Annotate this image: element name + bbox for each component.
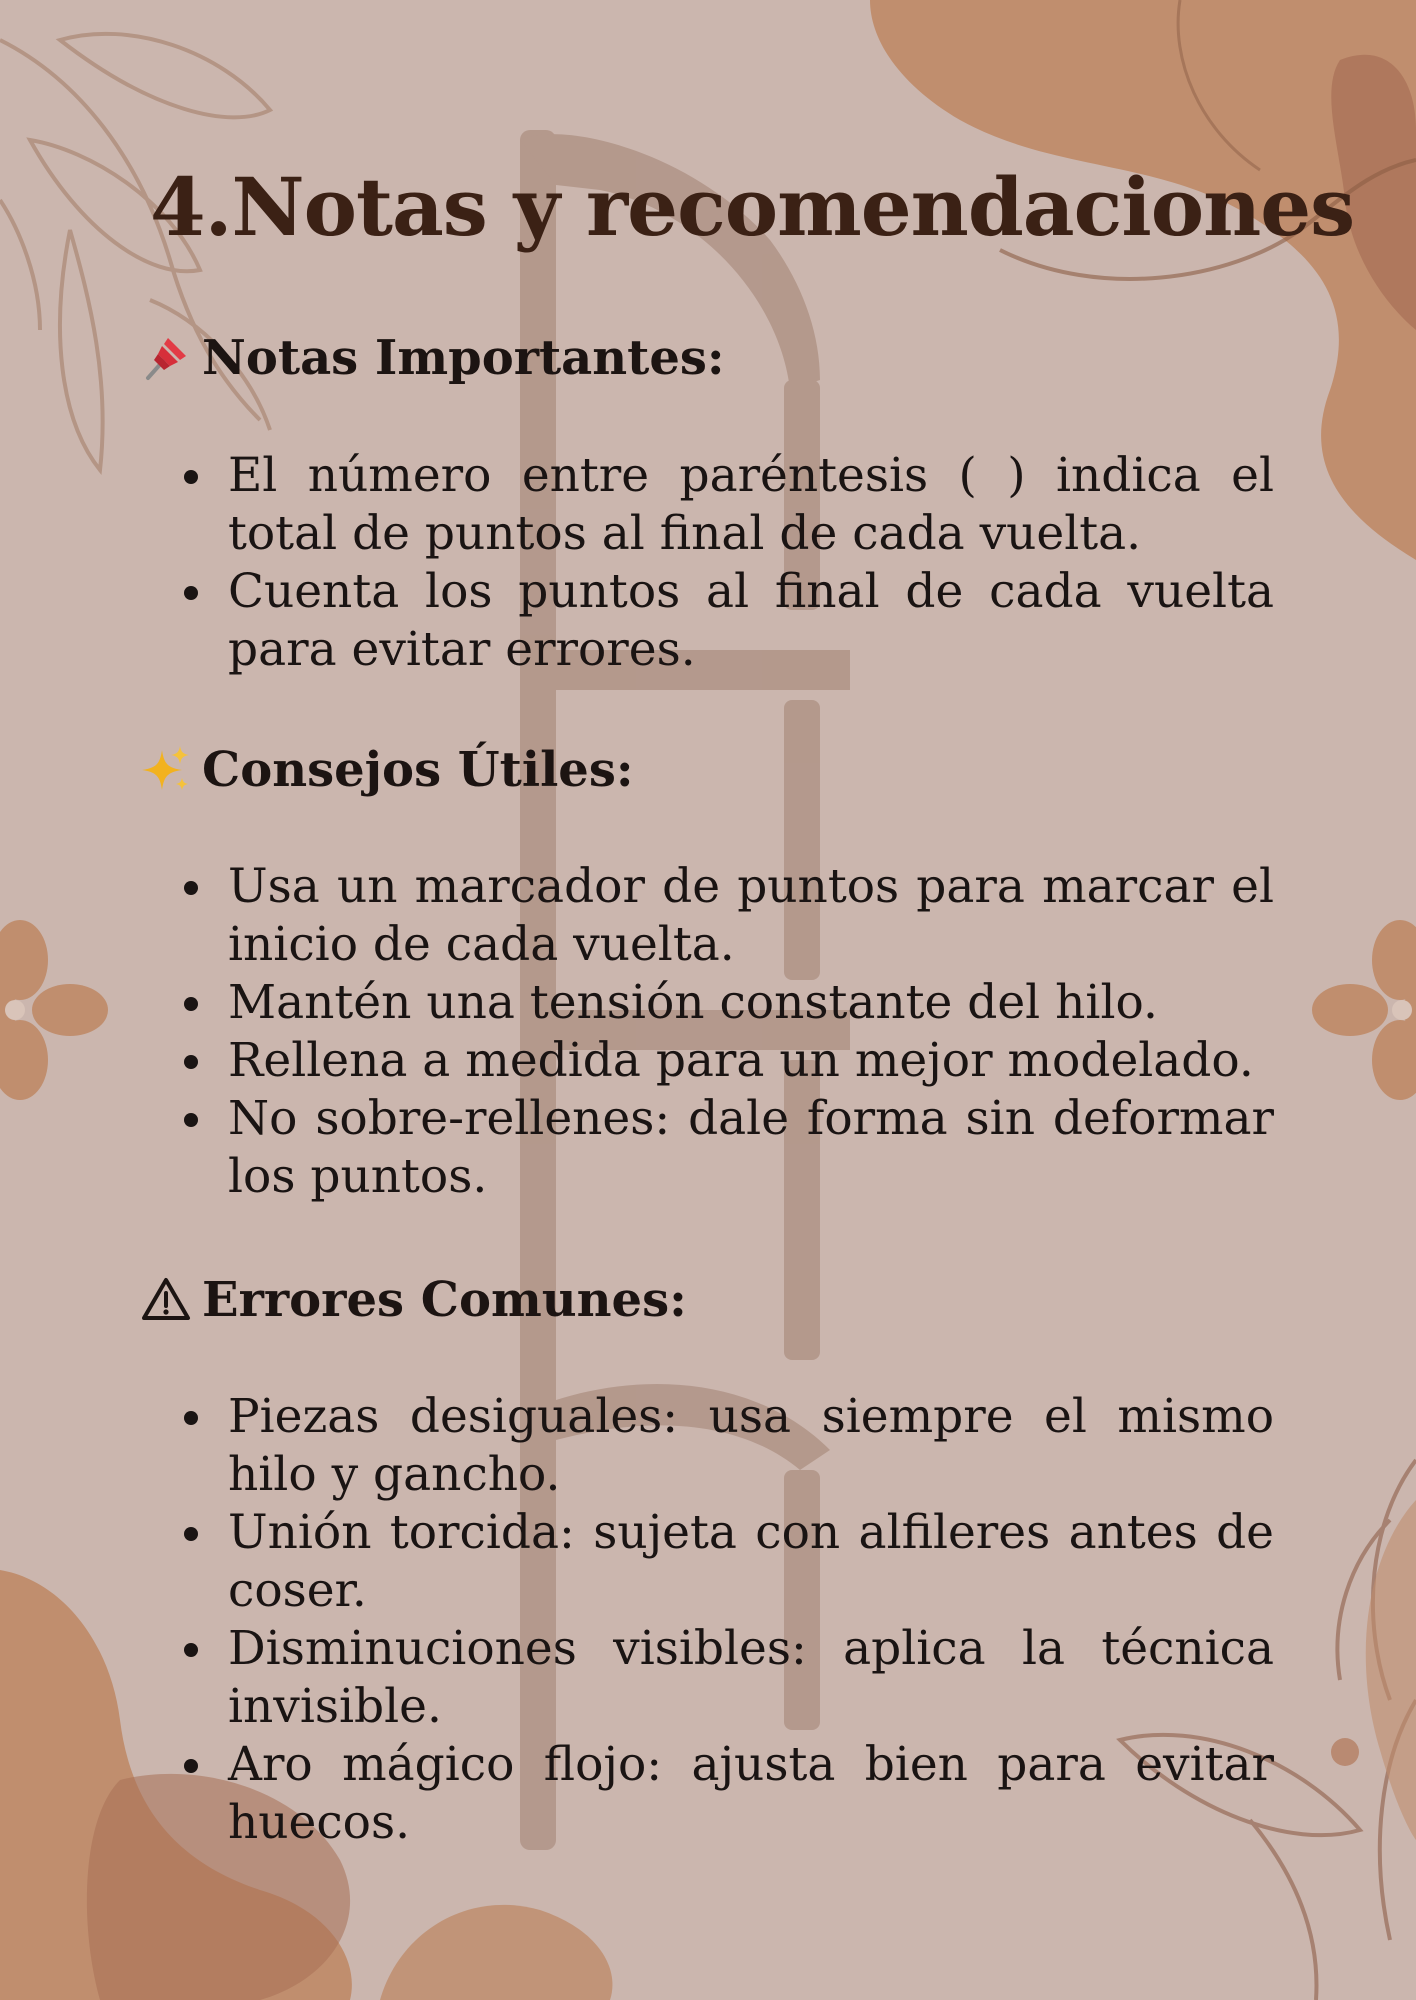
list-item: Usa un marcador de puntos para marcar el inicio de cada vuelta. [228,859,1274,972]
list-item: No sobre-rellenes: dale forma sin deformar los puntos. [228,1091,1274,1204]
section-heading-notas [140,330,725,386]
bullet-list-consejos [228,858,1274,1206]
list-item: Mantén una tensión constante del hilo. [228,974,1274,1032]
section-heading-text: Notas Importantes: [202,330,725,386]
list-item: Disminuciones visibles: aplica la técnica invisible. [228,1621,1274,1734]
list-item: Aro mágico flojo: ajusta bien para evitar huecos. [228,1737,1274,1850]
bullet-list-errores [228,1388,1274,1852]
sparkles-icon [140,744,192,796]
section-heading-errores [140,1272,687,1328]
bullet-list-notas [228,447,1274,679]
section-heading-text: Consejos Útiles: [202,742,634,798]
list-item: Unión torcida: sujeta con alfileres antes de coser. [228,1505,1274,1618]
section-heading-text: Errores Comunes: [202,1272,687,1328]
list-item: Piezas desiguales: usa siempre el mismo hilo y gancho. [228,1389,1274,1502]
list-item: Rellena a medida para un mejor modelado. [228,1032,1274,1090]
page-title: 4.Notas y recomendaciones [150,160,1355,254]
section-heading-consejos [140,742,634,798]
list-item: Cuenta los puntos al final de cada vuelta para evitar errores. [228,564,1274,677]
list-item: El número entre paréntesis ( ) indica el total de puntos al final de cada vuelta. [228,448,1274,561]
pushpin-icon [140,332,192,384]
warning-icon [140,1274,192,1326]
